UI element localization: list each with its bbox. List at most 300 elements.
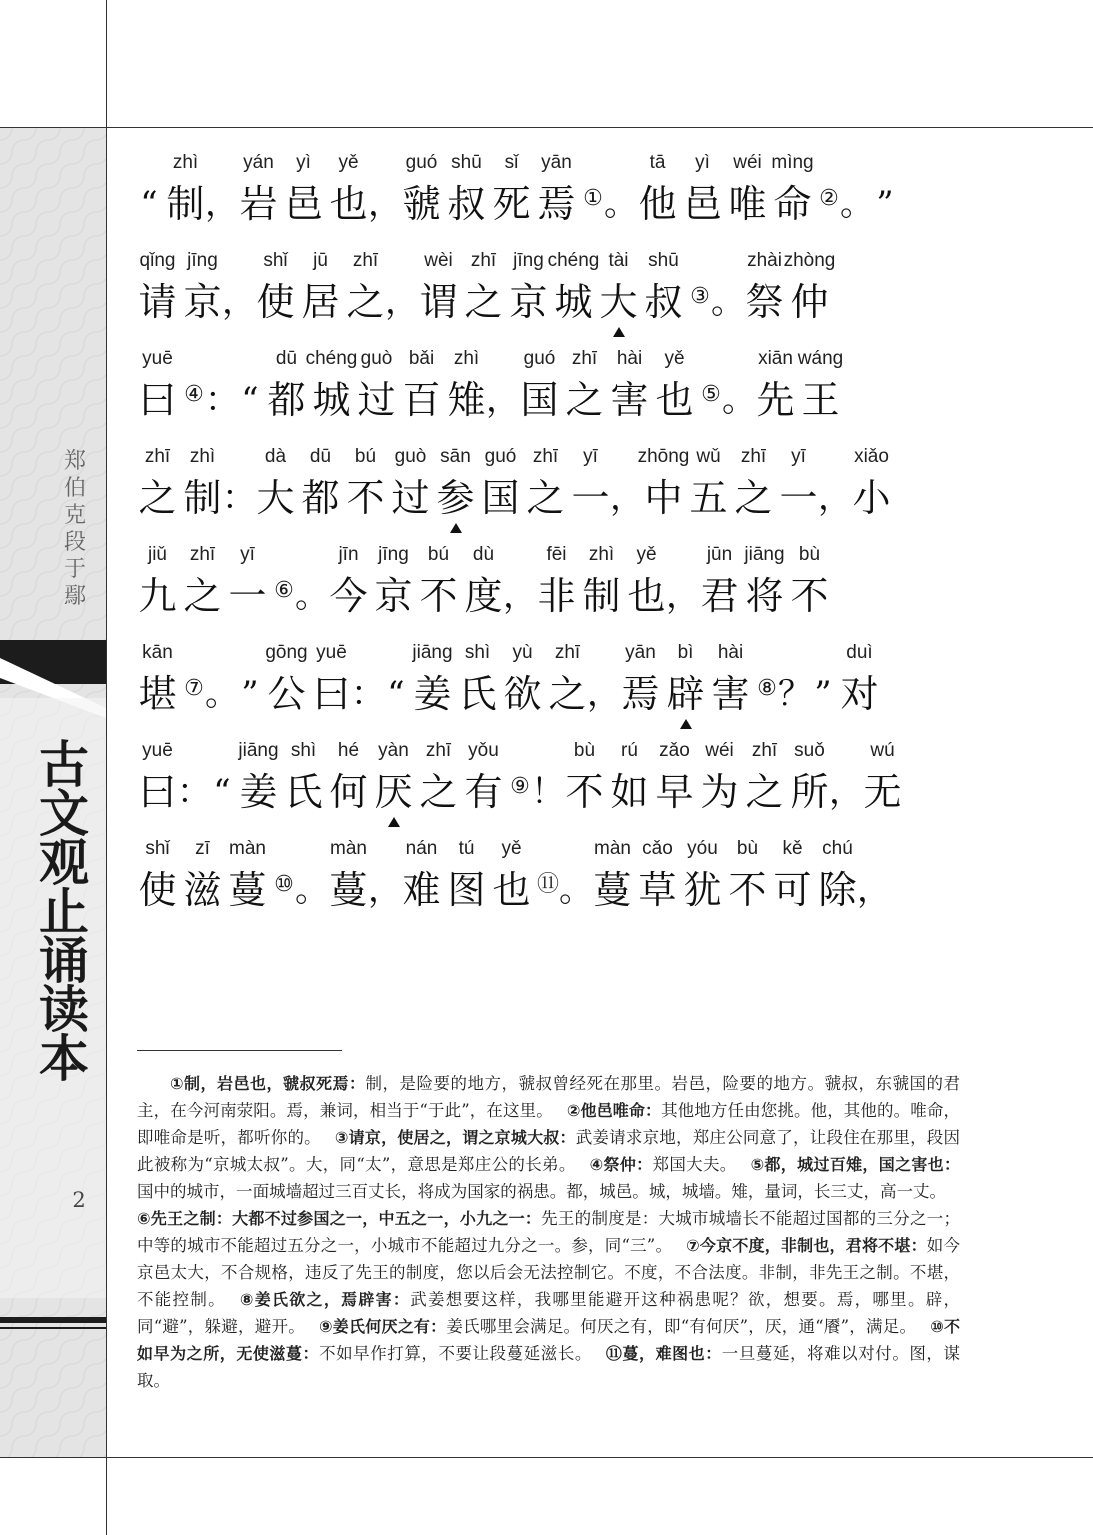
punctuation <box>351 637 385 719</box>
pinyin: zhī <box>470 250 497 271</box>
character-cell <box>309 637 354 719</box>
hanzi: 。 <box>840 184 874 224</box>
pinyin: jīn <box>338 544 359 565</box>
side-strip <box>0 128 106 1457</box>
hanzi: 五 <box>689 476 728 520</box>
character-cell <box>298 441 343 523</box>
pinyin: sǐ <box>504 152 519 173</box>
punctuation <box>205 343 239 425</box>
hanzi: 都 <box>301 476 340 520</box>
pinyin: zhài <box>747 250 782 271</box>
hanzi: 虢 <box>402 182 441 226</box>
hanzi: 君 <box>700 574 739 618</box>
character-cell <box>635 147 680 229</box>
pinyin: zhì <box>588 544 615 565</box>
character-cell <box>326 539 371 621</box>
pinyin: yán <box>243 152 274 173</box>
punctuation <box>368 833 402 915</box>
character-cell <box>568 441 613 523</box>
hanzi: 。 <box>711 282 745 322</box>
hanzi: 邑 <box>683 182 722 226</box>
character-cell <box>652 343 697 425</box>
hanzi: ， <box>503 576 537 616</box>
pinyin: jīng <box>513 250 544 271</box>
character-cell <box>607 735 652 817</box>
hanzi: 邑 <box>284 182 323 226</box>
punctuation <box>177 735 211 817</box>
hanzi: 欲 <box>503 672 542 716</box>
punctuation <box>236 637 264 719</box>
pinyin: zhī <box>189 544 216 565</box>
punctuation <box>135 147 163 229</box>
character-cell <box>517 343 562 425</box>
hanzi: 都 <box>267 378 306 422</box>
hanzi: 之 <box>346 280 385 324</box>
pinyin: zhì <box>453 348 480 369</box>
pinyin: zhī <box>740 446 767 467</box>
pinyin: bì <box>677 642 694 663</box>
character-cell <box>326 833 371 915</box>
punctuation <box>840 147 874 229</box>
character-cell <box>135 539 180 621</box>
hanzi: 一 <box>228 574 267 618</box>
text-line <box>135 343 965 441</box>
hanzi: 不 <box>790 574 829 618</box>
hanzi: 也 <box>329 182 368 226</box>
pinyin: yǒu <box>468 740 499 761</box>
polyphone-marker <box>680 719 692 729</box>
pinyin: kān <box>142 642 173 663</box>
hanzi: 先 <box>756 378 795 422</box>
hanzi: 京 <box>183 280 222 324</box>
pinyin: wèi <box>424 250 453 271</box>
hanzi: 一 <box>571 476 610 520</box>
pinyin: zhī <box>144 446 171 467</box>
character-cell <box>680 833 725 915</box>
hanzi: 草 <box>638 868 677 912</box>
punctuation <box>871 147 899 229</box>
pinyin: dà <box>264 446 287 467</box>
pinyin: chú <box>822 838 853 859</box>
character-cell <box>253 441 298 523</box>
pinyin: yàn <box>378 740 409 761</box>
hanzi: ， <box>587 674 621 714</box>
character-cell <box>534 539 579 621</box>
hanzi: 参 <box>436 476 475 520</box>
character-cell <box>180 539 225 621</box>
hanzi: 制 <box>582 574 621 618</box>
hanzi: 之 <box>734 476 773 520</box>
hanzi: 城 <box>312 378 351 422</box>
pinyin: yù <box>512 642 533 663</box>
hanzi: 难 <box>402 868 441 912</box>
character-cell <box>135 637 180 719</box>
punctuation <box>829 735 863 817</box>
hanzi: 曰 <box>138 770 177 814</box>
hanzi: 叔 <box>447 182 486 226</box>
hanzi: 不 <box>565 770 604 814</box>
hanzi: 曰 <box>138 378 177 422</box>
pinyin: jū <box>313 250 328 271</box>
pinyin: zhī <box>751 740 778 761</box>
hanzi: 除 <box>818 868 857 912</box>
punctuation <box>711 245 745 327</box>
side-bar-thick <box>0 1317 106 1323</box>
polyphone-marker <box>388 817 400 827</box>
character-cell <box>281 735 326 817</box>
hanzi: 。 <box>559 870 593 910</box>
text-line <box>135 637 965 735</box>
character-cell <box>163 147 208 229</box>
hanzi: 堪 <box>138 672 177 716</box>
character-cell <box>343 441 388 523</box>
hanzi: 蔓 <box>228 868 267 912</box>
character-cell <box>624 539 669 621</box>
note-ref <box>534 833 562 905</box>
note-ref <box>753 637 781 709</box>
pinyin: guó <box>523 348 556 369</box>
text-line <box>135 539 965 637</box>
punctuation <box>604 147 638 229</box>
footnote-term: ⑨姜氏何厌之有： <box>318 1317 447 1336</box>
note-ref <box>270 833 298 905</box>
note-ref <box>180 637 208 709</box>
character-cell <box>783 245 836 327</box>
character-cell <box>637 441 690 523</box>
pinyin: yān <box>541 152 572 173</box>
hanzi: 过 <box>357 378 396 422</box>
polyphone-marker <box>450 523 462 533</box>
pinyin: guò <box>394 446 427 467</box>
pinyin: guó <box>484 446 517 467</box>
hanzi: 之 <box>565 378 604 422</box>
hanzi: “ <box>140 184 158 224</box>
hanzi: ： <box>177 772 211 812</box>
character-cell <box>500 637 545 719</box>
character-cell <box>641 245 686 327</box>
character-cell <box>433 441 478 523</box>
pinyin: guò <box>360 348 393 369</box>
character-cell <box>753 343 798 425</box>
pinyin: kě <box>782 838 803 859</box>
character-cell <box>444 343 489 425</box>
punctuation <box>722 343 756 425</box>
pinyin: shǐ <box>145 838 170 859</box>
hanzi: 蔓 <box>593 868 632 912</box>
character-cell <box>135 833 180 915</box>
character-cell <box>798 343 843 425</box>
character-cell <box>742 245 787 327</box>
hanzi: 氏 <box>458 672 497 716</box>
character-cell <box>135 441 180 523</box>
pinyin: dū <box>309 446 332 467</box>
character-cell <box>590 833 635 915</box>
hanzi: 城 <box>554 280 593 324</box>
pinyin: gōng <box>265 642 308 663</box>
pinyin: yuē <box>142 348 173 369</box>
book-title: 古文观止诵读本 <box>39 735 89 1088</box>
footnote-text: 先王的制度是：大城市城墙长不能超过国都的三分之一；中等的城市不能超过五分之一，小城市不能超过九分之一。参，同“三”。 <box>137 1209 960 1255</box>
hanzi: 氏 <box>284 770 323 814</box>
punctuation <box>778 637 812 719</box>
footnote-text: 如今京邑太大，不合规格，违反了先王的制度，您以后会无法控制它。不度，不合法度。非制，非先王之制。不堪，不能控制。 <box>137 1236 961 1309</box>
pinyin: yī <box>240 544 255 565</box>
hanzi: 之 <box>526 476 565 520</box>
hanzi: 谓 <box>419 280 458 324</box>
footnotes <box>137 1070 960 1394</box>
pinyin: yuē <box>142 740 173 761</box>
text-line <box>135 245 965 343</box>
character-cell <box>708 637 753 719</box>
hanzi: 京 <box>374 574 413 618</box>
hanzi: 早 <box>655 770 694 814</box>
hanzi: 叔 <box>644 280 683 324</box>
note-number: ⑨ <box>510 774 530 799</box>
hanzi: “ <box>241 380 259 420</box>
hanzi: ” <box>241 674 259 714</box>
hanzi: 害 <box>711 672 750 716</box>
character-cell <box>371 735 416 817</box>
hanzi: 制 <box>166 182 205 226</box>
hanzi: 百 <box>402 378 441 422</box>
character-cell <box>444 833 489 915</box>
hanzi: 害 <box>610 378 649 422</box>
character-cell <box>787 539 832 621</box>
hanzi: 唯 <box>728 182 767 226</box>
hanzi: ， <box>829 772 863 812</box>
hanzi: 。 <box>604 184 638 224</box>
hanzi: 京 <box>509 280 548 324</box>
pinyin: shì <box>290 740 317 761</box>
character-cell <box>298 245 343 327</box>
hanzi: 。 <box>295 870 329 910</box>
character-cell <box>697 735 742 817</box>
pinyin: rú <box>621 740 638 761</box>
pinyin: bù <box>798 544 821 565</box>
character-cell <box>860 735 905 817</box>
character-cell <box>180 833 225 915</box>
character-cell <box>742 735 787 817</box>
punctuation <box>222 245 256 327</box>
footnote-term: ⑥先王之制：大都不过参国之一，中五之一，小九之一： <box>137 1209 542 1228</box>
hanzi: ， <box>666 576 700 616</box>
pinyin: zī <box>195 838 210 859</box>
pinyin: hài <box>616 348 643 369</box>
character-cell <box>399 343 444 425</box>
hanzi: 非 <box>537 574 576 618</box>
side-bar-thin <box>0 1327 106 1329</box>
character-cell <box>697 539 742 621</box>
hanzi: 制 <box>183 476 222 520</box>
polyphone-marker <box>613 327 625 337</box>
hanzi: 蔓 <box>329 868 368 912</box>
character-cell <box>742 539 787 621</box>
hanzi: 焉 <box>537 182 576 226</box>
pinyin: nán <box>405 838 438 859</box>
hanzi: 岩 <box>239 182 278 226</box>
character-cell <box>135 245 180 327</box>
note-number: ⑪ <box>536 872 559 897</box>
pinyin: wéi <box>705 740 734 761</box>
punctuation <box>222 441 256 523</box>
footnote-term: ⑩不如早为之所，无使滋蔓： <box>137 1317 960 1363</box>
footnote-text: 武姜请求京地，郑庄公同意了，让段住在那里，段因此被称为“京城太叔”。大，同“太”，意思是郑庄公的长弟。 <box>137 1128 961 1174</box>
hanzi: 之 <box>419 770 458 814</box>
pinyin: yě <box>636 544 657 565</box>
footnote-rule <box>137 1050 342 1051</box>
note-number: ⑥ <box>274 578 294 603</box>
pinyin: zhōng <box>637 446 690 467</box>
punctuation <box>503 539 537 621</box>
note-number: ② <box>819 186 839 211</box>
hanzi: ？ <box>778 674 812 714</box>
hanzi: 不 <box>346 476 385 520</box>
character-cell <box>180 441 225 523</box>
hanzi: 中 <box>644 476 683 520</box>
hanzi: ， <box>486 380 520 420</box>
hanzi: ： <box>222 478 256 518</box>
hanzi: 死 <box>492 182 531 226</box>
character-cell <box>562 343 607 425</box>
punctuation <box>486 343 520 425</box>
hanzi: “ <box>387 674 405 714</box>
pinyin: yī <box>791 446 806 467</box>
hanzi: 不 <box>728 868 767 912</box>
hanzi: 公 <box>267 672 306 716</box>
character-cell <box>371 539 416 621</box>
pinyin: zhī <box>425 740 452 761</box>
punctuation <box>295 833 329 915</box>
punctuation <box>818 441 852 523</box>
character-cell <box>264 343 309 425</box>
hanzi: 今 <box>329 574 368 618</box>
pinyin: xiān <box>758 348 793 369</box>
hanzi: 仲 <box>790 280 829 324</box>
hanzi: 。 <box>722 380 756 420</box>
hanzi: ， <box>368 184 402 224</box>
hanzi: ” <box>876 184 894 224</box>
pinyin: sān <box>440 446 471 467</box>
hanzi: 曰 <box>312 672 351 716</box>
punctuation <box>531 735 565 817</box>
pinyin: wú <box>870 740 895 761</box>
character-cell <box>618 637 663 719</box>
character-cell <box>253 245 298 327</box>
pinyin: màn <box>594 838 631 859</box>
hanzi: 。 <box>295 576 329 616</box>
hanzi: 大 <box>256 476 295 520</box>
character-cell <box>562 735 607 817</box>
hanzi: 度 <box>464 574 503 618</box>
character-cell <box>579 539 624 621</box>
footnote-term: ①制，岩邑也，虢叔死焉： <box>170 1074 366 1093</box>
pinyin: zhī <box>532 446 559 467</box>
pinyin: yān <box>625 642 656 663</box>
footnote-text: 武姜想要这样，我哪里能避开这种祸患呢？欲，想要。焉，哪里。辟，同“避”，躲避，避开。 <box>137 1290 960 1336</box>
pinyin: shì <box>464 642 491 663</box>
hanzi: ： <box>205 380 239 420</box>
hanzi: 一 <box>779 476 818 520</box>
pinyin: zhòng <box>783 250 836 271</box>
character-cell <box>478 441 523 523</box>
pinyin: wǔ <box>696 446 721 467</box>
pinyin: fēi <box>546 544 567 565</box>
punctuation <box>205 147 239 229</box>
character-cell <box>305 343 358 425</box>
hanzi: 命 <box>773 182 812 226</box>
character-cell <box>663 637 708 719</box>
pinyin: wáng <box>797 348 844 369</box>
character-cell <box>787 735 832 817</box>
text-line <box>135 833 965 931</box>
hanzi: “ <box>213 772 231 812</box>
hanzi: 辟 <box>666 672 705 716</box>
text-line <box>135 735 965 833</box>
pinyin: zhī <box>571 348 598 369</box>
hanzi: 大 <box>599 280 638 324</box>
punctuation <box>368 147 402 229</box>
hanzi: 滋 <box>183 868 222 912</box>
pinyin: bǎi <box>408 348 435 369</box>
footnote-text: 制，是险要的地方，虢叔曾经死在那里。岩邑，险要的地方。虢叔，东虢国的君主，在今河南荥阳。焉，兼词，相当于“于此”，在这里。 <box>137 1074 960 1120</box>
character-cell <box>680 147 725 229</box>
footnote-text: 不如早作打算，不要让段蔓延滋长。 <box>319 1344 592 1363</box>
character-cell <box>399 147 444 229</box>
pinyin: qǐng <box>139 250 176 271</box>
character-cell <box>225 539 270 621</box>
footnote-text: 姜氏哪里会满足。何厌之有，即“有何厌”，厌，通“餍”，满足。 <box>446 1317 917 1336</box>
hanzi: ， <box>818 478 852 518</box>
pinyin: hài <box>717 642 744 663</box>
hanzi: 犹 <box>683 868 722 912</box>
hanzi: 所 <box>790 770 829 814</box>
character-cell <box>135 735 180 817</box>
pinyin: zhì <box>189 446 216 467</box>
punctuation <box>236 343 264 425</box>
pinyin: wéi <box>733 152 762 173</box>
hanzi: 对 <box>840 672 879 716</box>
pinyin: cǎo <box>642 838 673 859</box>
pinyin: bù <box>573 740 596 761</box>
hanzi: 之 <box>745 770 784 814</box>
character-cell <box>388 441 433 523</box>
character-cell <box>545 637 590 719</box>
character-cell <box>770 833 815 915</box>
footnote-term: ②他邑唯命： <box>566 1101 662 1120</box>
pinyin: tú <box>458 838 475 859</box>
pinyin: jiāng <box>412 642 453 663</box>
footnote-text: 一旦蔓延，将难以对付。图，谋取。 <box>137 1344 960 1390</box>
pinyin: dū <box>275 348 298 369</box>
character-cell <box>135 343 180 425</box>
footnote-text: 其他地方任由您挑。他，其他的。唯命，即唯命是听，都听你的。 <box>137 1101 960 1147</box>
hanzi: 他 <box>638 182 677 226</box>
character-cell <box>596 245 641 327</box>
pinyin: mìng <box>771 152 814 173</box>
pinyin: jiāng <box>238 740 279 761</box>
pinyin: tā <box>649 152 666 173</box>
pinyin: chéng <box>305 348 358 369</box>
pinyin: suǒ <box>794 740 825 761</box>
character-cell <box>455 637 500 719</box>
hanzi: 何 <box>329 770 368 814</box>
hanzi: 如 <box>610 770 649 814</box>
note-ref <box>180 343 208 415</box>
pinyin: duì <box>846 642 873 663</box>
character-cell <box>725 833 770 915</box>
hanzi: ， <box>385 282 419 322</box>
character-cell <box>326 147 371 229</box>
